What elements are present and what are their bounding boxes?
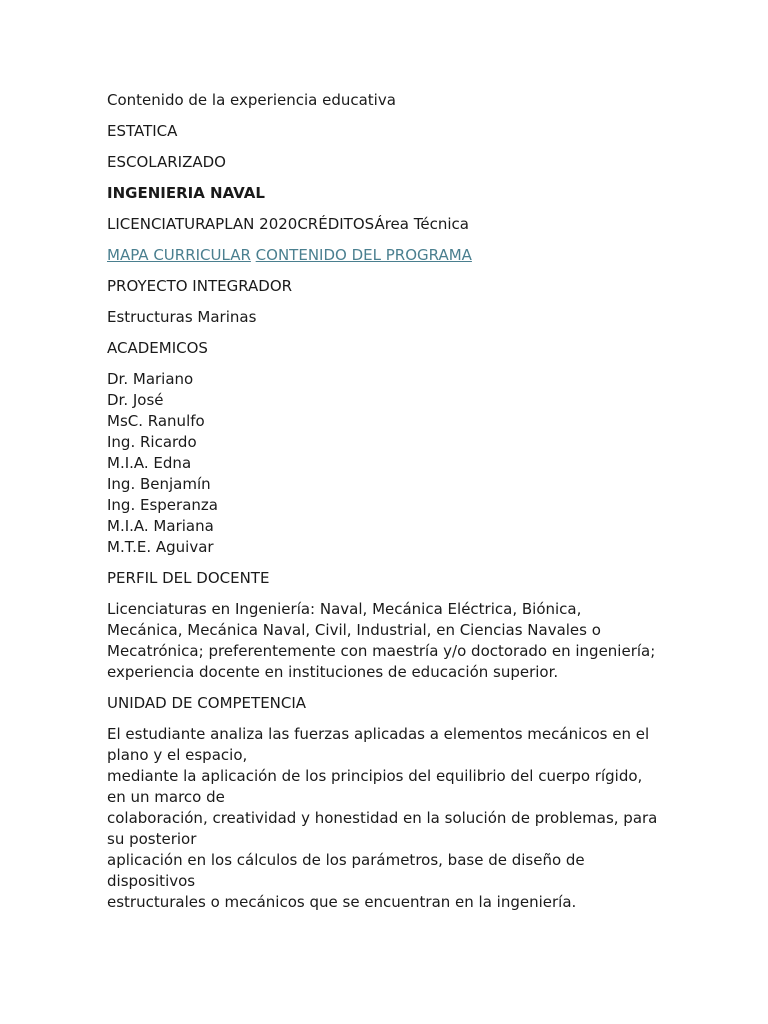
links-row (107, 245, 667, 266)
academico-name: Ing. Ricardo (107, 433, 197, 451)
academico-name: M.I.A. Mariana (107, 517, 214, 535)
document-page (107, 90, 667, 923)
document-heading: Contenido de la experiencia educativa (107, 91, 396, 109)
section-unidad-competencia: UNIDAD DE COMPETENCIA (107, 694, 307, 712)
section-perfil-docente: PERFIL DEL DOCENTE (107, 569, 270, 587)
academico-name: M.T.E. Aguivar (107, 538, 214, 556)
unidad-line: su posterior (107, 830, 197, 848)
perfil-line: Mecatrónica; preferentemente con maestría y/o doctorado en ingeniería; (107, 642, 656, 660)
academico-name: Dr. José (107, 391, 164, 409)
unidad-line: dispositivos (107, 872, 196, 890)
academico-name: Dr. Mariano (107, 370, 194, 388)
academico-name: Ing. Esperanza (107, 496, 218, 514)
unidad-paragraph (107, 724, 667, 913)
mapa-curricular-link[interactable]: MAPA CURRICULAR (107, 246, 251, 264)
academico-name: Ing. Benjamín (107, 475, 211, 493)
program-title: INGENIERIA NAVAL (107, 184, 265, 202)
unidad-line: colaboración, creatividad y honestidad en la solución de problemas, para (107, 809, 658, 827)
unidad-line: aplicación en los cálculos de los parámetros, base de diseño de (107, 851, 585, 869)
academico-name: M.I.A. Edna (107, 454, 192, 472)
modality: ESCOLARIZADO (107, 153, 226, 171)
unidad-line: mediante la aplicación de los principios del equilibrio del cuerpo rígido, (107, 767, 643, 785)
perfil-paragraph (107, 599, 667, 683)
academicos-list (107, 369, 667, 558)
unidad-line: estructurales o mecánicos que se encuentran en la ingeniería. (107, 893, 577, 911)
perfil-line: Licenciaturas en Ingeniería: Naval, Mecánica Eléctrica, Biónica, (107, 600, 582, 618)
proyecto-value: Estructuras Marinas (107, 308, 257, 326)
program-meta-line: LICENCIATURAPLAN 2020CRÉDITOSÁrea Técnica (107, 215, 469, 233)
contenido-programa-link[interactable]: CONTENIDO DEL PROGRAMA (255, 246, 472, 264)
section-academicos: ACADEMICOS (107, 339, 208, 357)
course-name: ESTATICA (107, 122, 178, 140)
unidad-line: plano y el espacio, (107, 746, 248, 764)
unidad-line: El estudiante analiza las fuerzas aplicadas a elementos mecánicos en el (107, 725, 650, 743)
academico-name: MsC. Ranulfo (107, 412, 205, 430)
perfil-line: Mecánica, Mecánica Naval, Civil, Industrial, en Ciencias Navales o (107, 621, 601, 639)
unidad-line: en un marco de (107, 788, 225, 806)
section-proyecto-integrador: PROYECTO INTEGRADOR (107, 277, 293, 295)
perfil-line: experiencia docente en instituciones de educación superior. (107, 663, 559, 681)
